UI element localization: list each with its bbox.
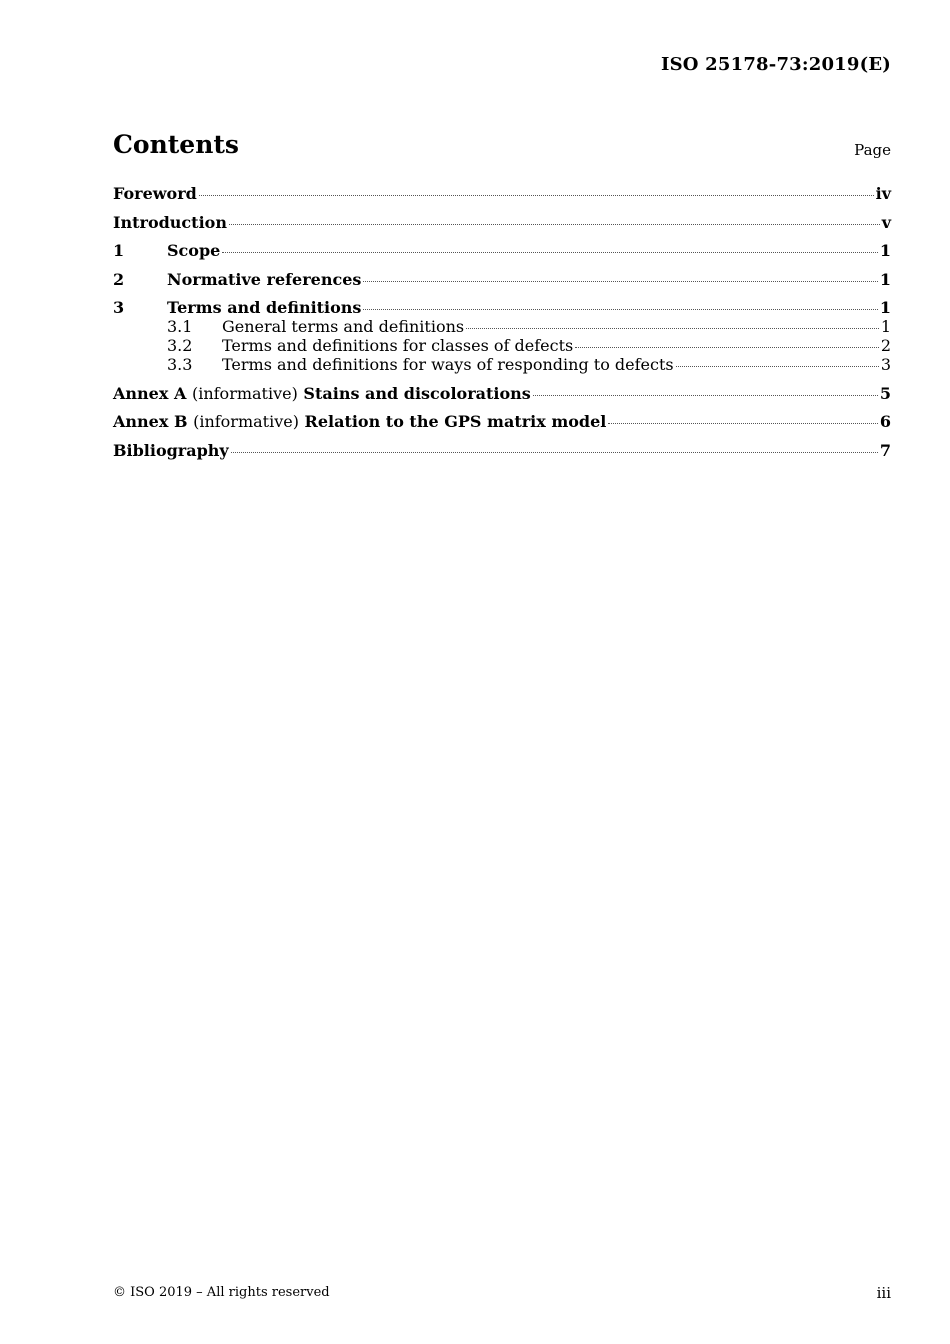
- toc-entry-page: 5: [879, 383, 891, 403]
- dot-leader: [363, 309, 877, 310]
- toc-annex-note: (informative): [191, 383, 298, 403]
- toc-entry-title: Relation to the GPS matrix model: [304, 412, 607, 431]
- toc-entry-title: Bibliography: [113, 440, 229, 460]
- toc-entry-number: 3.3: [167, 355, 193, 374]
- dot-leader: [575, 347, 879, 348]
- toc-entry-introduction[interactable]: [113, 213, 891, 232]
- toc-entry-title: Scope: [167, 241, 221, 260]
- toc-entry-page: iv: [875, 184, 891, 203]
- toc-entry-title: Foreword: [113, 184, 197, 203]
- dot-leader: [676, 366, 879, 367]
- document-id: ISO 25178-73:2019(E): [660, 54, 891, 75]
- page-column-label: Page: [854, 141, 891, 159]
- toc-entry-foreword[interactable]: [113, 184, 891, 203]
- footer-copyright: © ISO 2019 – All rights reserved: [113, 1285, 330, 1300]
- page-title: Contents: [113, 130, 240, 159]
- toc-entry-number: 3: [113, 298, 125, 317]
- toc-entry-title: Stains and discolorations: [303, 383, 531, 403]
- toc-entry-page: 1: [879, 298, 891, 317]
- dot-leader: [199, 195, 874, 196]
- toc-entry-title: Introduction: [113, 212, 227, 232]
- toc-entry-title: Terms and definitions: [167, 298, 362, 317]
- toc-entry-page: 6: [879, 412, 891, 431]
- toc-entry-title: Normative references: [167, 269, 362, 289]
- dot-leader: [363, 281, 877, 282]
- dot-leader: [231, 452, 878, 453]
- toc-entry-bibliography[interactable]: [113, 441, 891, 460]
- toc-entry-page: v: [881, 212, 891, 232]
- toc-entry-title: Terms and definitions for classes of defects: [222, 336, 574, 355]
- toc-entry-number: 2: [113, 269, 125, 289]
- toc-entry-page: 7: [879, 440, 891, 460]
- toc-entry-page: 3: [880, 355, 891, 374]
- toc-entry-page: 1: [879, 269, 891, 289]
- toc-annex-note: (informative): [193, 412, 299, 431]
- toc-entry-page: 1: [880, 317, 891, 336]
- toc-subentry-general-terms[interactable]: [113, 317, 891, 336]
- toc-entry-number: 3.2: [167, 336, 193, 355]
- toc-annex-label: Annex A: [113, 383, 187, 403]
- toc-entry-annex-b[interactable]: [113, 412, 891, 431]
- toc-entry-page: 2: [880, 336, 891, 355]
- toc-entry-terms-and-definitions[interactable]: [113, 298, 891, 317]
- toc-entry-title: General terms and definitions: [222, 317, 465, 336]
- dot-leader: [229, 224, 880, 225]
- dot-leader: [466, 328, 879, 329]
- toc-entry-page: 1: [879, 241, 891, 260]
- dot-leader: [608, 423, 877, 424]
- toc-entry-number: 1: [113, 241, 125, 260]
- toc-entry-number: 3.1: [167, 317, 193, 336]
- toc-subentry-classes-of-defects[interactable]: [113, 336, 891, 355]
- toc-subentry-responding-to-defects[interactable]: [113, 355, 891, 374]
- table-of-contents: [113, 184, 891, 460]
- toc-entry-title: Terms and definitions for ways of responding to defects: [222, 355, 674, 374]
- toc-entry-normative-references[interactable]: [113, 270, 891, 289]
- toc-entry-annex-a[interactable]: [113, 384, 891, 403]
- toc-annex-label: Annex B: [113, 412, 188, 431]
- dot-leader: [533, 395, 878, 396]
- footer-page-number: iii: [876, 1284, 891, 1302]
- toc-entry-scope[interactable]: [113, 241, 891, 260]
- dot-leader: [222, 252, 878, 253]
